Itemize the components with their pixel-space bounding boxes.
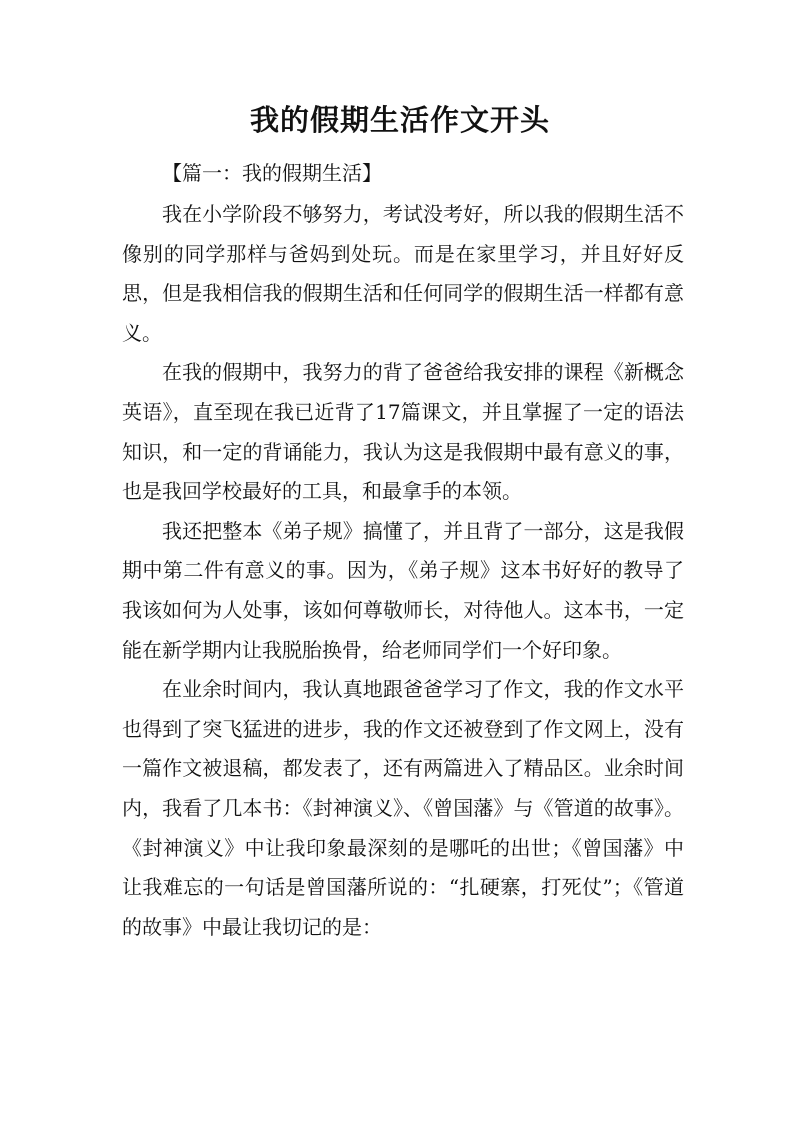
paragraph-1: 我在小学阶段不够努力，考试没考好，所以我的假期生活不像别的同学那样与爸妈到处玩。而是在家里学习，并且好好反思，但是我相信我的假期生活和任何同学的假期生活一样都有意义。 xyxy=(122,202,684,345)
document-body xyxy=(122,151,684,947)
section-heading: 【篇一：我的假期生活】 xyxy=(162,161,382,185)
paragraph-2: 在我的假期中，我努力的背了爸爸给我安排的课程《新概念英语》，直至现在我已近背了17篇课文，并且掌握了一定的语法知识，和一定的背诵能力，我认为这是我假期中最有意义的事，也是我回学校最好的工具，和最拿手的本领。 xyxy=(122,360,684,504)
paragraph-4: 在业余时间内，我认真地跟爸爸学习了作文，我的作文水平也得到了突飞猛进的进步，我的作文还被登到了作文网上，没有一篇作文被退稿，都发表了，还有两篇进入了精品区。业余时间内，我看了几本书：《封神演义》、《曾国藩》与《管道的故事》。《封神演义》中让我印象最深刻的是哪吒的出世；《曾国藩》中让我难忘的一句话是曾国藩所说的：“扎硬寨，打死仗”；《管道的故事》中最让我切记的是： xyxy=(122,677,684,939)
document-title: 我的假期生活作文开头 xyxy=(249,103,550,137)
paragraph-3: 我还把整本《弟子规》搞懂了，并且背了一部分，这是我假期中第二件有意义的事。因为，《弟子规》这本书好好的教导了我该如何为人处事，该如何尊敬师长，对待他人。这本书，一定能在新学期内让我脱胎换骨，给老师同学们一个好印象。 xyxy=(122,518,684,662)
